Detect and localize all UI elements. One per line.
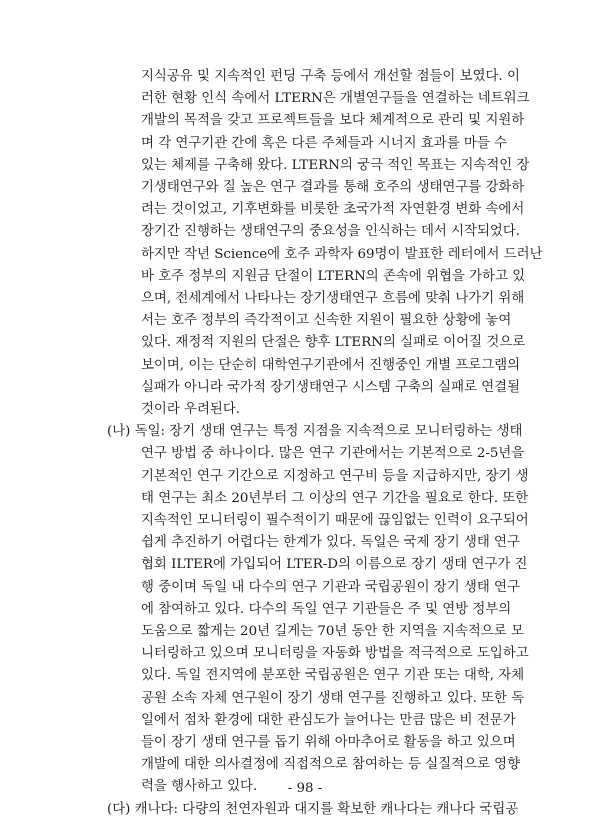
body-line: 행 중이며 독일 내 다수의 연구 기관과 국립공원이 장기 생태 연구 [141,580,520,595]
body-line: 있다. 재정적 지원의 단절은 향후 LTERN의 실패로 이어질 것으로 [141,335,526,350]
body-line: 개발에 대한 의사결정에 직접적으로 참여하는 등 실질적으로 영향 [141,757,521,772]
body-line: 태 연구는 최소 20년부터 그 이상의 연구 기간을 필요로 한다. 또한 [141,491,529,506]
body-line: 기본적인 연구 기간으로 지정하고 연구비 등을 지급하지만, 장기 생 [141,469,529,484]
body-line: 있는 체제를 구축해 왔다. LTERN의 궁극 적인 목표는 지속적인 장 [141,158,530,173]
body-line: 지식공유 및 지속적인 펀딩 구축 등에서 개선할 점들이 보였다. 이 [141,69,520,84]
body-line: 도움으로 짧게는 20년 길게는 70년 동안 한 지역을 지속적으로 모 [141,624,524,639]
body-line: 보이며, 이는 단순히 대학연구기관에서 진행중인 개별 프로그램의 [141,358,521,373]
body-line: 들이 장기 생태 연구를 돕기 위해 아마추어로 활동을 하고 있으며 [141,735,516,750]
body-line: 장기간 진행하는 생태연구의 중요성을 인식하는 데서 시작되었다. [141,224,521,239]
body-line: 지속적인 모니터링이 필수적이기 때문에 끊임없는 인력이 요구되어 [141,513,529,528]
body-line: 것이라 우려된다. [141,402,241,417]
page-number: - 98 - [287,781,323,796]
body-line: 일에서 점차 환경에 대한 관심도가 늘어나는 만큼 많은 비 전문가 [141,713,516,728]
section-heading-line: (다) 캐나다: 다량의 천연자원과 대지를 확보한 캐나다는 캐나다 국립공 [107,802,519,817]
body-line: 기생태연구와 질 높은 연구 결과를 통해 호주의 생태연구를 강화하 [141,180,525,195]
body-line: 바 호주 정부의 지원금 단절이 LTERN의 존속에 위협을 가하고 있 [141,269,526,284]
body-line: 실패가 아니라 국가적 장기생태연구 시스템 구축의 실패로 연결될 [141,380,521,395]
body-line: 으며, 전세계에서 나타나는 장기생태연구 흐름에 맞춰 나가기 위해 [141,291,525,306]
body-line: 협회 ILTER에 가입되어 LTER-D의 이름으로 장기 생태 연구가 진 [141,557,528,572]
section-heading-line: (나) 독일: 장기 생태 연구는 특정 지점을 지속적으로 모니터링하는 생태 [107,424,523,439]
body-line: 공원 소속 자체 연구원이 장기 생태 연구를 진행하고 있다. 또한 독 [141,691,525,706]
body-line: 하지만 작년 Science에 호주 과학자 69명이 발표한 레터에서 드러난 [141,247,543,262]
body-line: 려는 것이었고, 기후변화를 비롯한 초국가적 자연환경 변화 속에서 [141,202,525,217]
body-line: 개발의 목적을 갖고 프로젝트들을 보다 체계적으로 관리 및 지원하 [141,113,525,128]
body-line: 에 참여하고 있다. 다수의 독일 연구 기관들은 주 및 연방 정부의 [141,602,512,617]
body-line: 러한 현황 인식 속에서 LTERN은 개별연구들을 연결하는 네트워크 [141,91,530,106]
body-line: 서는 호주 정부의 즉각적이고 신속한 지원이 필요한 상황에 놓여 [141,313,512,328]
body-line: 있다. 독일 전지역에 분포한 국립공원은 연구 기관 또는 대학, 자체 [141,668,525,683]
body-line: 니터링하고 있으며 모니터링을 자동화 방법을 적극적으로 도입하고 [141,646,529,661]
body-line: 며 각 연구기관 간에 혹은 다른 주체들과 시너지 효과를 마들 수 [141,136,507,151]
body-line: 쉽게 추진하기 어렵다는 한계가 있다. 독일은 국제 장기 생태 연구 [141,535,520,550]
body-line: 연구 방법 중 하나이다. 많은 연구 기관에서는 기본적으로 2-5년을 [141,446,525,461]
body-line: 력을 행사하고 있다. [141,779,258,794]
